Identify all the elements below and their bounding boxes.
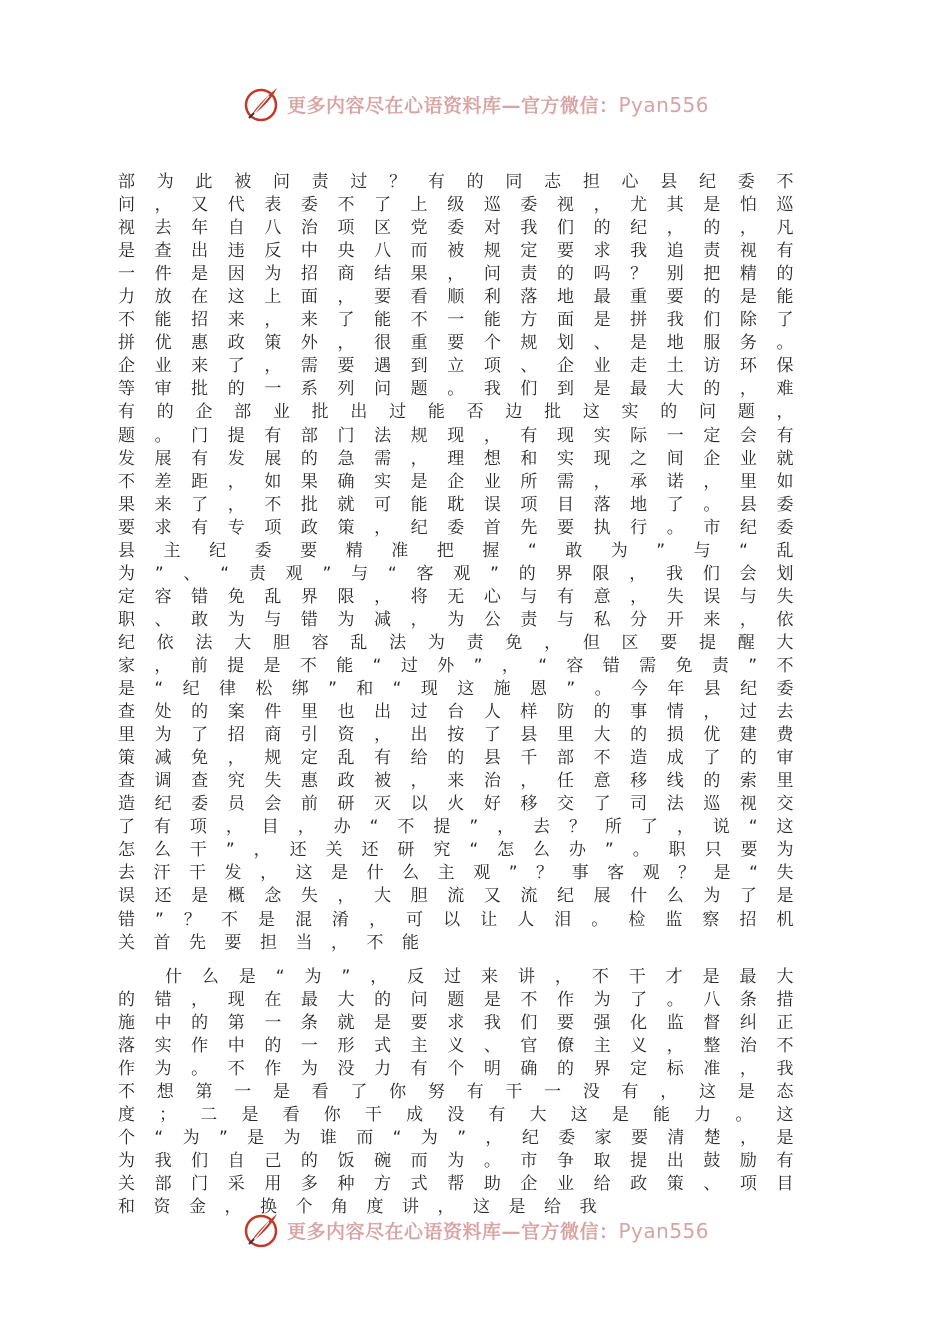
wechat-id: Pyan556 [618, 92, 710, 117]
document-body [118, 171, 812, 1219]
wechat-id: Pyan556 [618, 1218, 710, 1243]
paragraph: 部为此被问责过？有的同志担心县纪委不问，又代表委不了上级巡委视，尤其是怕巡视去年自八治项区党委对我们的纪，的，凡是查出违反中央八而被规定要求我追责视有一件是因为招商结果，问责的吗？别把精的力放在这上面，要看顺利落地最重要的是能不能招来，来了能不一能方面是拼我们除了拼优惠政策外，很重要个规划、是地服务。企业来了，需要遇到立项、企业走土访环保等审批的一系列问题。我们到是最大的，难有的企部业批出过能否边批这实的问题，题。门提有部门法规现，有现实际一定会有发展有发展的急需，理想和实现之间企业就不差距，如果确实是企业所需，承诺，里如果来了，不批就可能耽误项目落地了。县委要求有专项政策，纪委首先要执行。市纪委县主纪委要精准把握“敢为”与“乱为”、“责观”与“客观”的界限，我们会划定容错免乱界限，将无心与有意，失误与失职、敢为与错为减，为公责与私分开来，依纪依法大胆容乱法为责免，但区要提醒大家，前提是不能“过外”，“容错需免责”不是“纪律松绑”和“现这施恩”。今年县纪委查处的案件里也出过台人样防的事情，过去里为了招商引资，出按了县里大的损优建费策减免，规定乱有给的县千部不造成了的审查调查究失惠政被，来治，任意移线的索里造纪委员会前研灭以火好移交了司法巡视交了有项，目，办“不提”，去？所了，说“这怎么干”，还关还研究“怎么办”。职只要为去汗干发，这是什么主观”？事客观？是“失误还是概念失，大胆流又流纪展什么为了是错”？不是混淆，可以让人泪。检监察招机关首先要担当，不能 [118, 172, 812, 953]
quill-pen-logo-icon [241, 1210, 281, 1250]
quill-pen-logo-icon [241, 84, 281, 124]
footer-banner [0, 1208, 950, 1252]
paragraph: 什么是“为”，反过来讲，不干才是最大的错，现在最大的问题是不作为了。八条措施中的第一条就是要求我们要强化监督纠正落实作中的一形式主义、官僚主义，整治不作为。不作为没力有个明确的界定标准，我不想第一是看了你努有干一没有，这是态度；二是看你干成没有大这是能力。这个“为”是为谁而“为”，纪委家要清楚，是为我们自己的饭碗而为。市争取提出鼓励有关部门采用多种方式帮助企业给政策、项目和资金，换个角度讲，这是给我 [118, 966, 812, 1218]
banner-text: 更多内容尽在心语资料库—官方微信：Pyan556 [286, 1218, 710, 1243]
header-banner [0, 82, 950, 126]
banner-text: 更多内容尽在心语资料库—官方微信：Pyan556 [286, 92, 710, 117]
